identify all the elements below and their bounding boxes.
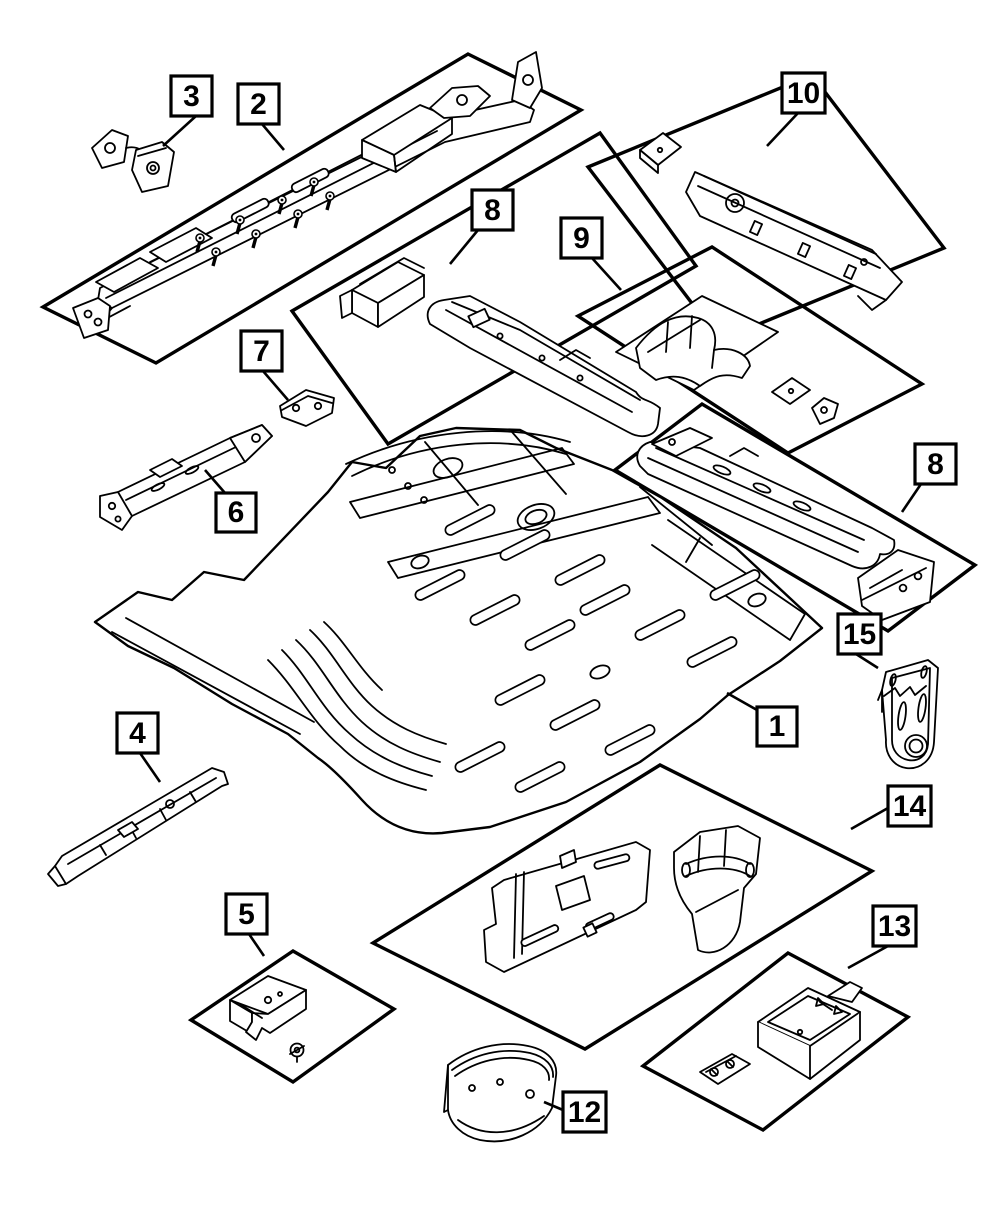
callout-box-9[interactable] xyxy=(561,218,602,258)
callout-number: 4 xyxy=(129,717,146,750)
callout-number: 1 xyxy=(768,710,786,743)
part-7-drawing xyxy=(280,390,334,426)
callout-number: 9 xyxy=(573,222,590,255)
callout-number: 15 xyxy=(842,618,877,651)
part-15-drawing xyxy=(878,660,938,768)
callout-box-5[interactable] xyxy=(226,894,267,934)
callout-number: 5 xyxy=(238,898,255,931)
callout-box-13[interactable] xyxy=(873,906,916,946)
callout-number: 2 xyxy=(250,88,267,121)
callout-box-4[interactable] xyxy=(117,713,158,753)
leader-line-2 xyxy=(262,124,284,150)
leader-line-10 xyxy=(767,113,798,146)
leader-line-8-right xyxy=(902,484,921,512)
callout-box-8-right[interactable] xyxy=(915,444,956,484)
leader-line-4 xyxy=(140,753,160,782)
callout-number: 12 xyxy=(567,1096,602,1129)
leader-line-8-left xyxy=(450,230,478,264)
callout-box-6[interactable] xyxy=(216,493,256,532)
leader-line-1 xyxy=(727,693,757,710)
callout-number: 8 xyxy=(484,194,501,227)
callout-number: 6 xyxy=(227,496,245,529)
callout-box-8-left[interactable] xyxy=(472,190,513,230)
callout-box-12[interactable] xyxy=(563,1092,606,1132)
callout-box-7[interactable] xyxy=(241,331,282,371)
part-12-drawing xyxy=(444,1044,556,1141)
leader-line-14 xyxy=(851,808,888,829)
part-3-drawing xyxy=(92,130,174,192)
callout-box-3[interactable] xyxy=(171,76,212,116)
part-8-left-drawing xyxy=(340,258,660,436)
callout-number: 3 xyxy=(183,80,200,113)
leader-line-5 xyxy=(249,934,264,956)
callout-number: 10 xyxy=(786,77,821,110)
part-13-drawing xyxy=(700,982,862,1084)
callout-box-1[interactable] xyxy=(757,707,797,746)
leader-line-9 xyxy=(592,258,621,290)
callout-number: 14 xyxy=(892,790,927,823)
part-4-drawing xyxy=(48,768,228,886)
callout-box-10[interactable] xyxy=(782,73,825,113)
callout-number: 13 xyxy=(877,910,912,943)
leader-line-15 xyxy=(856,654,878,668)
callout-number: 8 xyxy=(927,448,944,481)
part-10-drawing xyxy=(640,133,902,310)
leader-line-3 xyxy=(163,116,196,146)
callout-box-14[interactable] xyxy=(888,786,931,826)
callout-number: 7 xyxy=(253,335,270,368)
leader-line-13 xyxy=(848,946,888,968)
callout-box-2[interactable] xyxy=(238,84,279,124)
callout-box-15[interactable] xyxy=(838,614,881,654)
leader-line-7 xyxy=(263,371,288,400)
